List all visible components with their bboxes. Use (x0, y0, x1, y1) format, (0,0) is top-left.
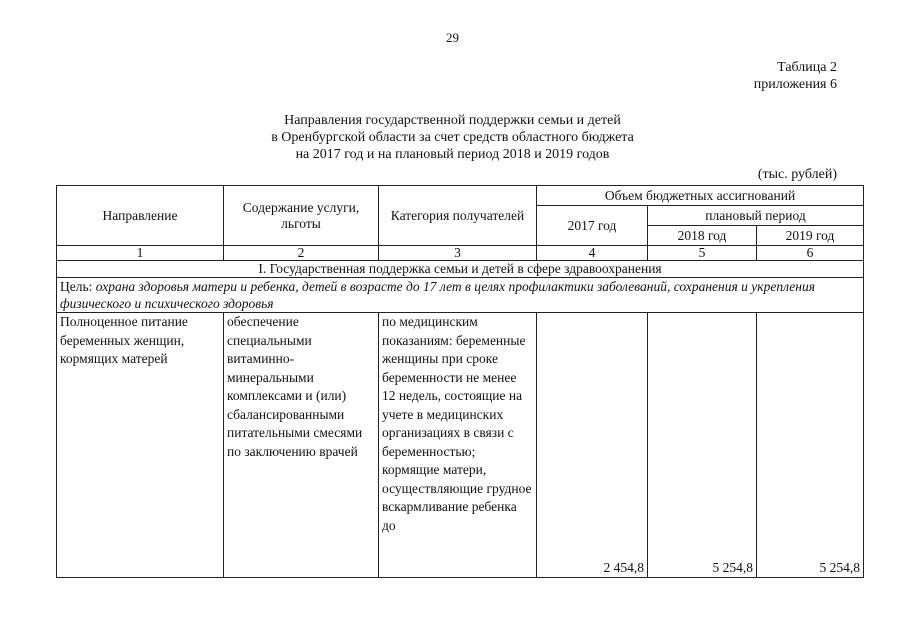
goal-text: охрана здоровья матери и ребенка, детей в возрасте до 17 лет в целях профилактики заболеваний, сохранения и укрепления физического и психического здоровья (60, 279, 816, 311)
page-number: 29 (446, 30, 459, 45)
header-service-content (224, 186, 379, 246)
header-year-2019: 2019 год (757, 226, 864, 246)
heading-line1: Направления государственной поддержки семьи и детей (284, 113, 621, 128)
table-ref-line2: приложения 6 (753, 77, 837, 92)
header-budget-volume: Объем бюджетных ассигнований (537, 186, 864, 206)
cell-value-2019: 5 254,8 (757, 313, 864, 578)
header-planning-period: плановый период (648, 206, 864, 226)
column-number: 4 (537, 246, 648, 261)
column-number: 6 (757, 246, 864, 261)
document-heading (0, 112, 905, 163)
header-year-2017: 2017 год (537, 206, 648, 246)
cell-recipients: по медицинским показаниям: беременные женщины при сроке беременности не менее 12 недель, состоящие на учете в медицинских организациях в связи с беременностью; кормящие матери, осуществляющие грудное вскармливание ребенка до (379, 313, 537, 578)
heading-line2: в Оренбургской области за счет средств областного бюджета (271, 130, 634, 145)
heading-line3: на 2017 год и на плановый период 2018 и 2019 годов (295, 147, 610, 162)
header-recipients-text: Категория получателей (390, 207, 525, 223)
column-number: 3 (379, 246, 537, 261)
goal-row (57, 278, 864, 313)
header-recipients (379, 186, 537, 246)
cell-service-content: обеспечение специальными витаминно-минеральными комплексами и (или) сбалансированными питательными смесями по заключению врачей (224, 313, 379, 578)
column-number: 5 (648, 246, 757, 261)
units-note: (тыс. рублей) (757, 167, 837, 182)
header-service-content-text: Содержание услуги, льготы (242, 199, 360, 231)
table-reference (754, 59, 837, 93)
column-number: 2 (224, 246, 379, 261)
table-row (57, 313, 864, 578)
cell-value-2017: 2 454,8 (537, 313, 648, 578)
table-ref-line1: Таблица 2 (777, 60, 837, 75)
cell-direction: Полноценное питание беременных женщин, кормящих матерей (57, 313, 224, 578)
header-direction: Направление (57, 186, 224, 246)
cell-value-2018: 5 254,8 (648, 313, 757, 578)
budget-table (56, 185, 864, 578)
column-number: 1 (57, 246, 224, 261)
header-year-2018: 2018 год (648, 226, 757, 246)
section-title: I. Государственная поддержка семьи и детей в сфере здравоохранения (57, 261, 864, 278)
goal-label: Цель: (60, 279, 93, 294)
